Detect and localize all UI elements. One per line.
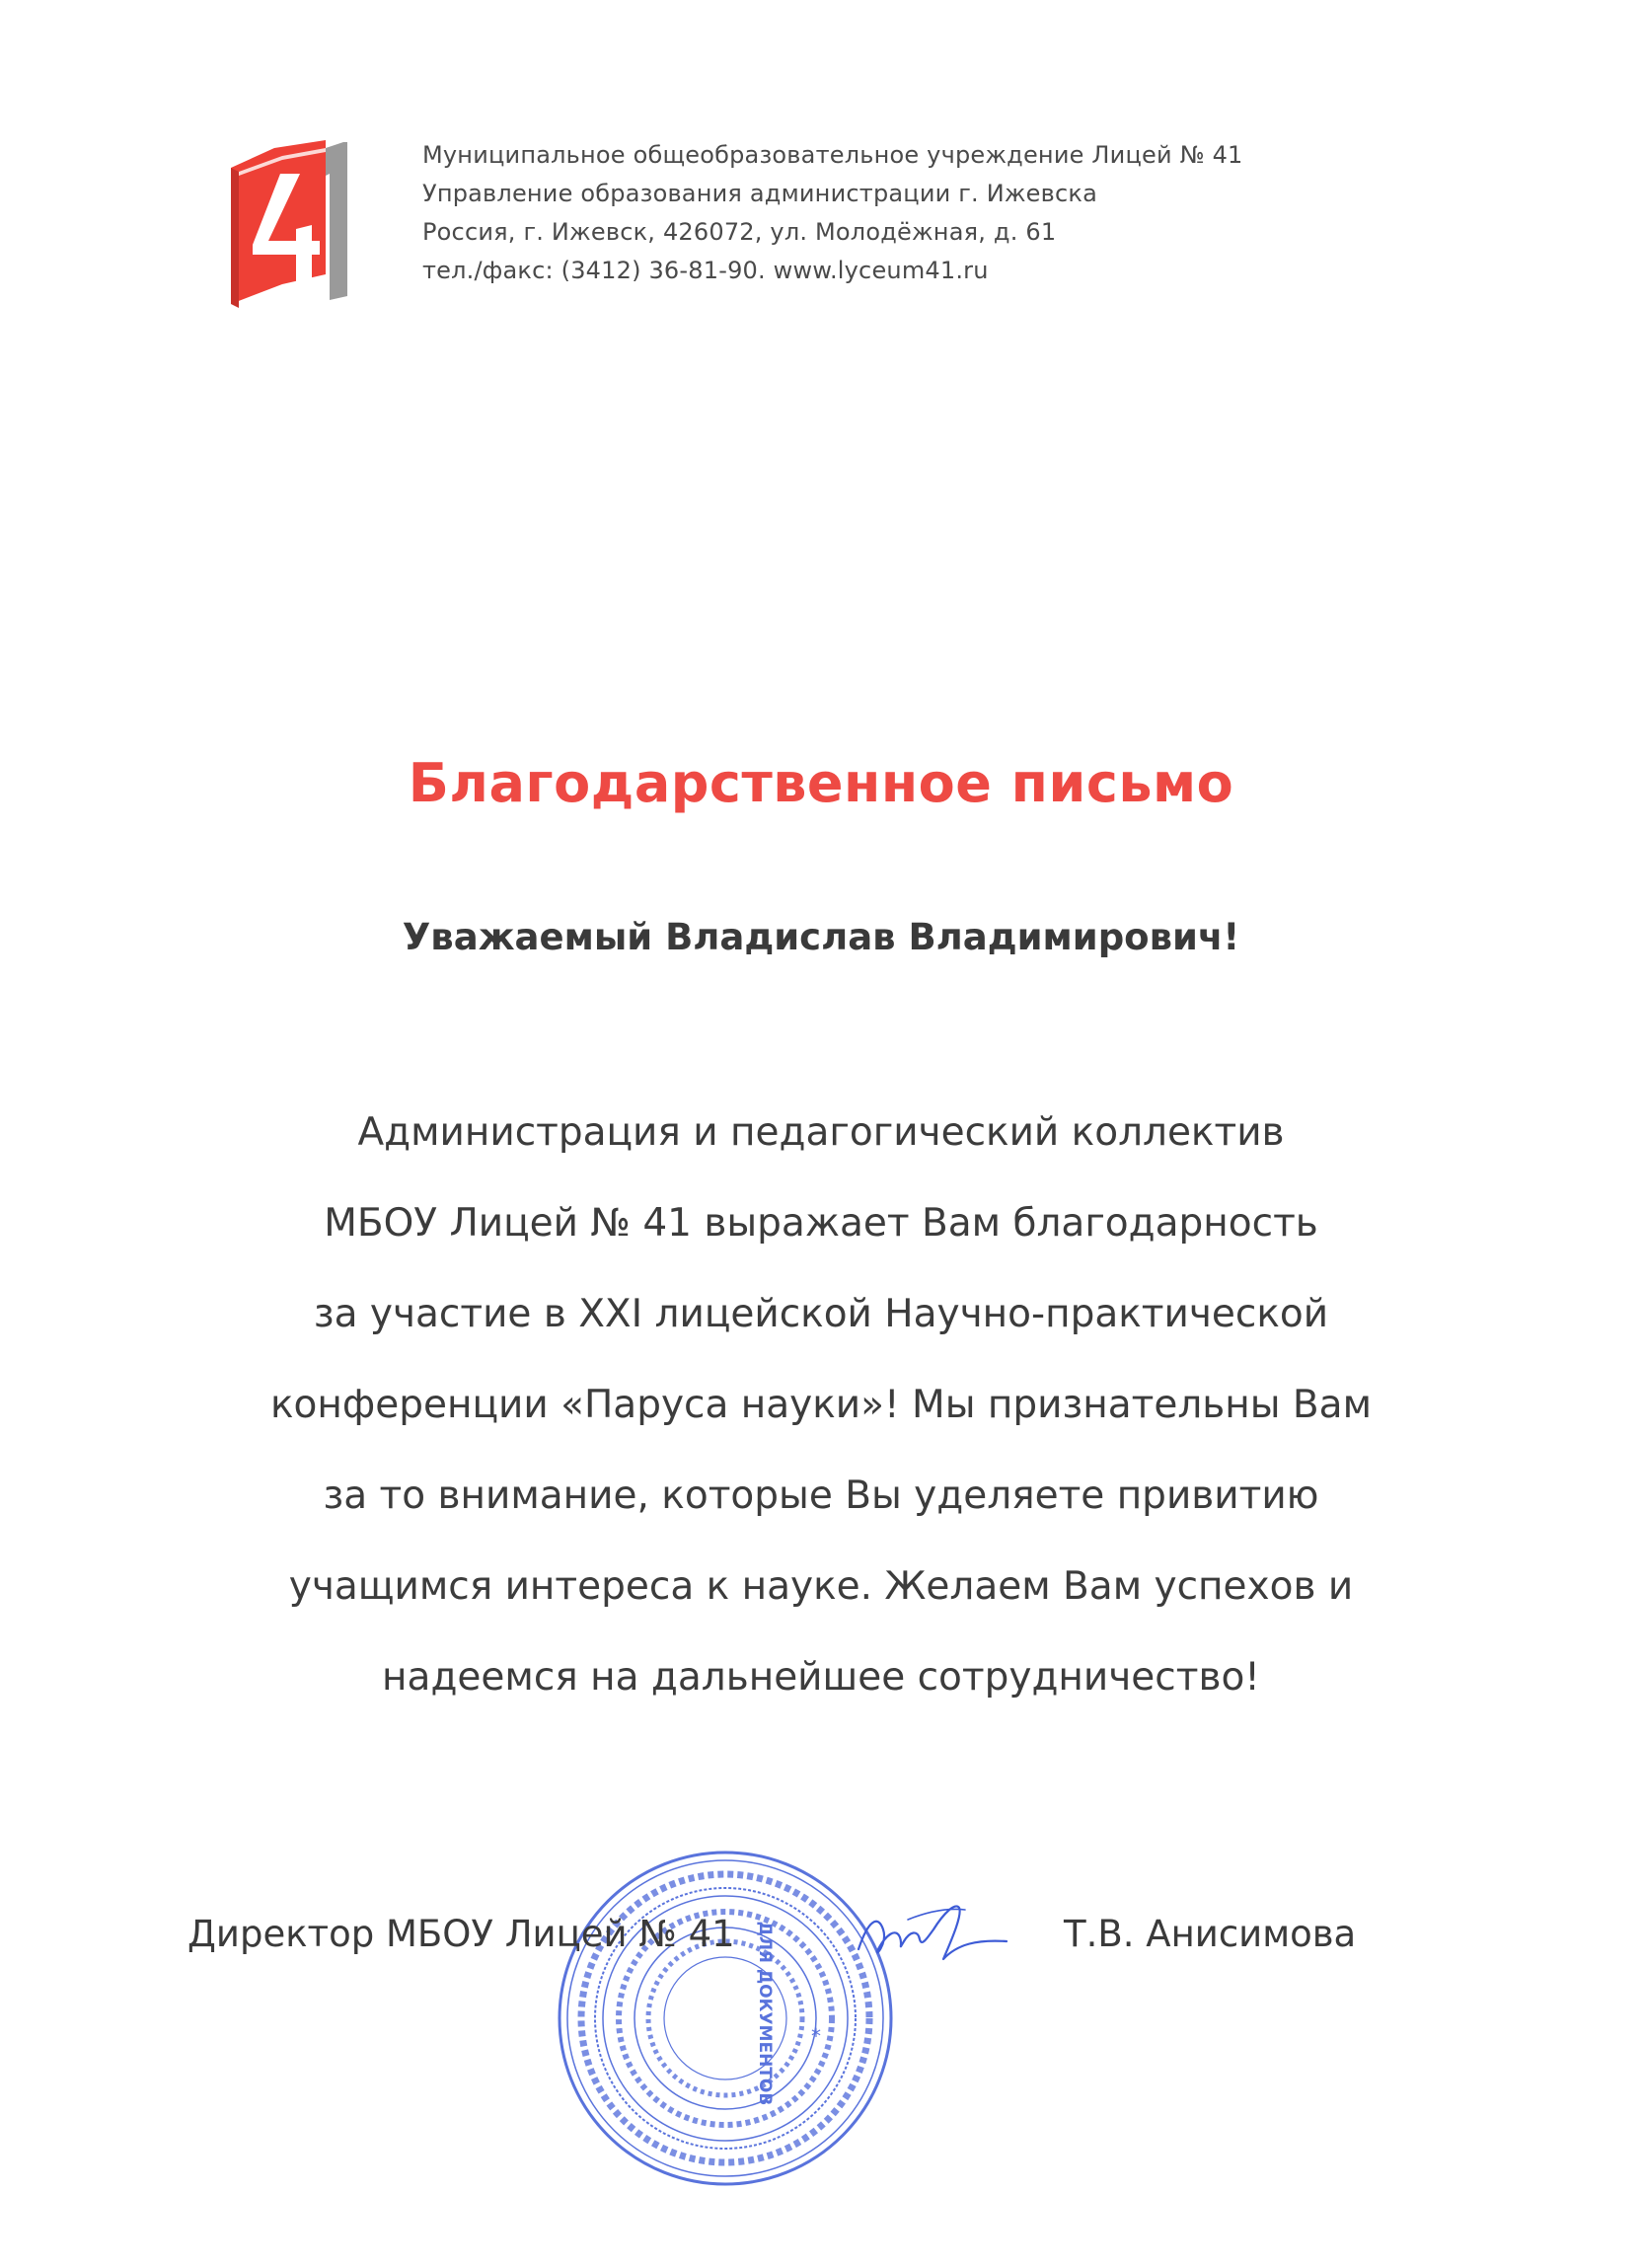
signatory-position: Директор МБОУ Лицей № 41 [187, 1913, 735, 1955]
handwritten-signature [849, 1890, 1016, 1979]
letter-body [0, 1088, 1642, 1723]
org-contacts-line: тел./факс: (3412) 36-81-90. www.lyceum41.ru [422, 257, 989, 284]
org-name-line: Муниципальное общеобразовательное учреждение Лицей № 41 [422, 141, 1243, 169]
body-line: за участие в XXI лицейской Научно-практической [313, 1292, 1329, 1336]
svg-text:*: * [811, 2024, 821, 2048]
official-stamp [553, 1846, 898, 2191]
salutation: Уважаемый Владислав Владимирович! [402, 916, 1240, 958]
stamp-center-text: ДЛЯ ДОКУМЕНТОВ [755, 1921, 775, 2106]
body-line: МБОУ Лицей № 41 выражает Вам благодарность [324, 1201, 1318, 1246]
body-line: Администрация и педагогический коллектив [357, 1110, 1285, 1155]
body-line: надеемся на дальнейшее сотрудничество! [382, 1655, 1260, 1700]
lyceum-41-logo [223, 138, 351, 308]
letter-title: Благодарственное письмо [408, 752, 1234, 814]
organization-header [422, 136, 1310, 290]
body-line: конференции «Паруса науки»! Мы признательны Вам [269, 1383, 1373, 1427]
body-line: за то внимание, которые Вы уделяете привитию [323, 1474, 1319, 1518]
org-department-line: Управление образования администрации г. Ижевска [422, 180, 1097, 207]
signatory-name: Т.В. Анисимова [1064, 1913, 1357, 1955]
org-address-line: Россия, г. Ижевск, 426072, ул. Молодёжная, д. 61 [422, 218, 1057, 246]
body-line: учащимся интереса к науке. Желаем Вам успехов и [288, 1564, 1354, 1609]
